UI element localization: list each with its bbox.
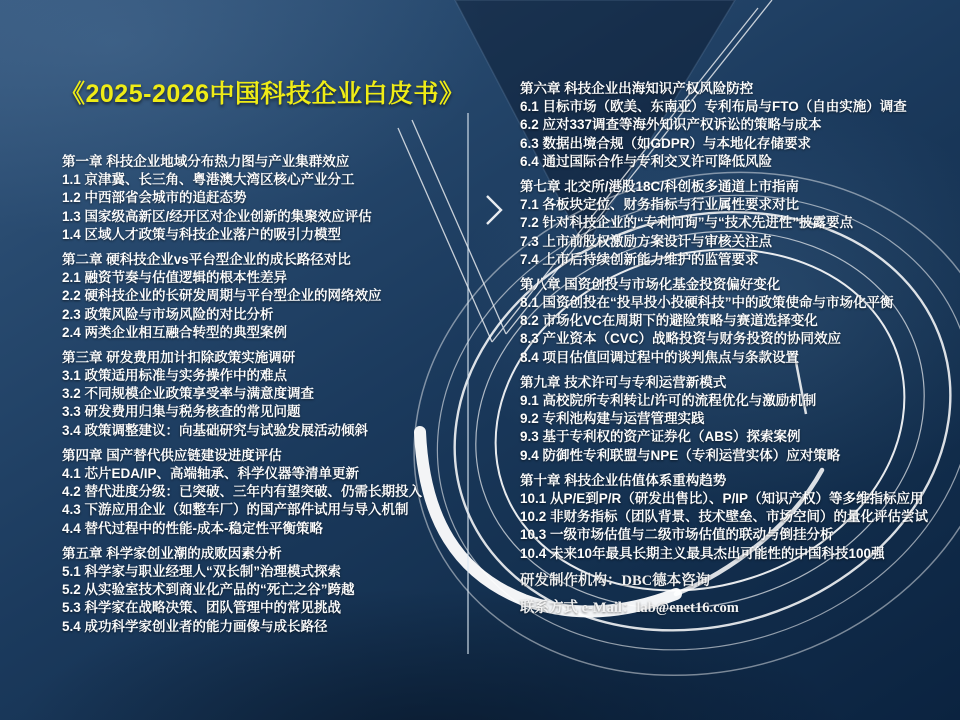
chapter-heading: 第七章 北交所/港股18C/科创板多通道上市指南 bbox=[520, 178, 800, 194]
chapter-item: 5.1 科学家与职业经理人“双长制”治理模式探索 bbox=[62, 563, 342, 579]
chevron-icon bbox=[487, 196, 501, 224]
toc-column-right bbox=[520, 80, 960, 570]
chapter-item: 3.4 政策调整建议：向基础研究与试验发展活动倾斜 bbox=[62, 422, 369, 438]
chapter bbox=[520, 472, 960, 563]
footer bbox=[520, 568, 739, 622]
chapter-item: 8.2 市场化VC在周期下的避险策略与赛道选择变化 bbox=[520, 313, 818, 329]
toc-column-left bbox=[62, 153, 474, 643]
chapter-item: 8.1 国资创投在“投早投小投硬科技”中的政策使命与市场化平衡 bbox=[520, 295, 894, 311]
chapter bbox=[62, 251, 474, 342]
chapter-item: 2.1 融资节奏与估值逻辑的根本性差异 bbox=[62, 270, 288, 286]
chapter-item: 4.1 芯片EDA/IP、高端轴承、科学仪器等清单更新 bbox=[62, 466, 360, 481]
chapter-item: 1.1 京津冀、长三角、粤港澳大湾区核心产业分工 bbox=[62, 172, 355, 188]
chapter-item: 9.4 防御性专利联盟与NPE（专利运营实体）应对策略 bbox=[520, 447, 841, 463]
chapter-item: 8.4 项目估值回调过程中的谈判焦点与条款设置 bbox=[520, 349, 800, 365]
chapter-item: 7.1 各板块定位、财务指标与行业属性要求对比 bbox=[520, 197, 800, 213]
chapter-heading: 第六章 科技企业出海知识产权风险防控 bbox=[520, 81, 754, 96]
chapter-item: 1.2 中西部省会城市的追赶态势 bbox=[62, 190, 247, 206]
chapter-item: 9.3 基于专利权的资产证券化（ABS）探索案例 bbox=[520, 429, 801, 445]
chapter-item: 4.4 替代过程中的性能-成本-稳定性平衡策略 bbox=[62, 520, 324, 536]
chapter-heading: 第四章 国产替代供应链建设进度评估 bbox=[62, 447, 282, 463]
chapter-item: 5.3 科学家在战略决策、团队管理中的常见挑战 bbox=[62, 600, 342, 616]
chapter-heading: 第八章 国资创投与市场化基金投资偏好变化 bbox=[520, 276, 781, 292]
chapter-item: 10.1 从P/E到P/R（研发出售比）、P/IP（知识产权）等多维指标应用 bbox=[520, 490, 924, 506]
chapter-item: 2.4 两类企业相互融合转型的典型案例 bbox=[62, 324, 288, 340]
chapter-item: 10.3 一级市场估值与二级市场估值的联动与倒挂分析 bbox=[520, 527, 834, 543]
chapter-item: 4.2 替代进度分级：已突破、三年内有望突破、仍需长期投入 bbox=[62, 484, 423, 500]
chapter-item: 10.4 未来10年最具长期主义最具杰出可能性的中国科技100强 bbox=[520, 545, 885, 561]
chapter-heading: 第五章 科学家创业潮的成败因素分析 bbox=[62, 545, 282, 561]
chapter-item: 5.2 从实验室技术到商业化产品的“死亡之谷”跨越 bbox=[62, 582, 355, 598]
chapter-item: 4.3 下游应用企业（如整车厂）的国产部件试用与导入机制 bbox=[62, 502, 409, 518]
chapter-item: 7.3 上市前股权激励方案设计与审核关注点 bbox=[520, 233, 773, 249]
publisher-line: 研发制作机构：DBC德本咨询 bbox=[520, 573, 711, 589]
chapter-heading: 第二章 硬科技企业vs平台型企业的成长路径对比 bbox=[62, 251, 351, 267]
chapter bbox=[62, 545, 474, 636]
chapter-item: 6.4 通过国际合作与专利交叉许可降低风险 bbox=[520, 153, 773, 169]
chapter bbox=[520, 80, 960, 171]
chapter-item: 1.3 国家级高新区/经开区对企业创新的集聚效应评估 bbox=[62, 208, 372, 224]
chapter-item: 9.2 专利池构建与运营管理实践 bbox=[520, 411, 705, 427]
chapter bbox=[520, 178, 960, 269]
chapter-item: 9.1 高校院所专利转让/许可的流程优化与激励机制 bbox=[520, 393, 817, 408]
chapter-item: 2.3 政策风险与市场风险的对比分析 bbox=[62, 306, 274, 322]
chapter-heading: 第十章 科技企业估值体系重构趋势 bbox=[520, 472, 727, 488]
chapter-item: 3.3 研发费用归集与税务核查的常见问题 bbox=[62, 404, 301, 420]
chapter-item: 6.1 目标市场（欧美、东南亚）专利布局与FTO（自由实施）调查 bbox=[520, 99, 907, 115]
chapter-item: 6.3 数据出境合规（如GDPR）与本地化存储要求 bbox=[520, 135, 812, 151]
chapter bbox=[62, 447, 474, 538]
contact-email-line: 联系方式 e-Mail：lab@enet16.com bbox=[520, 600, 739, 616]
chapter-heading: 第九章 技术许可与专利运营新模式 bbox=[520, 374, 727, 390]
chapter-heading: 第三章 研发费用加计扣除政策实施调研 bbox=[62, 349, 296, 365]
chapter-item: 2.2 硬科技企业的长研发周期与平台型企业的网络效应 bbox=[62, 288, 382, 304]
chapter bbox=[520, 276, 960, 367]
chapter-item: 7.4 上市后持续创新能力维护的监管要求 bbox=[520, 251, 759, 267]
chapter-item: 3.2 不同规模企业政策享受率与满意度调查 bbox=[62, 386, 315, 402]
chapter-item: 8.3 产业资本（CVC）战略投资与财务投资的协同效应 bbox=[520, 331, 842, 347]
page-title: 《2025-2026中国科技企业白皮书》 bbox=[60, 80, 465, 108]
chapter bbox=[62, 153, 474, 244]
chapter bbox=[62, 349, 474, 440]
chapter-item: 5.4 成功科学家创业者的能力画像与成长路径 bbox=[62, 618, 328, 634]
chapter-item: 3.1 政策适用标准与实务操作中的难点 bbox=[62, 368, 288, 384]
chapter-item: 1.4 区域人才政策与科技企业落户的吸引力模型 bbox=[62, 226, 342, 242]
chapter-item: 6.2 应对337调查等海外知识产权诉讼的策略与成本 bbox=[520, 117, 822, 133]
chapter bbox=[520, 374, 960, 465]
chapter-heading: 第一章 科技企业地域分布热力图与产业集群效应 bbox=[62, 154, 350, 169]
chapter-item: 10.2 非财务指标（团队背景、技术壁垒、市场空间）的量化评估尝试 bbox=[520, 509, 929, 525]
chapter-item: 7.2 针对科技企业的“专利问询”与“技术先进性”披露要点 bbox=[520, 215, 854, 231]
